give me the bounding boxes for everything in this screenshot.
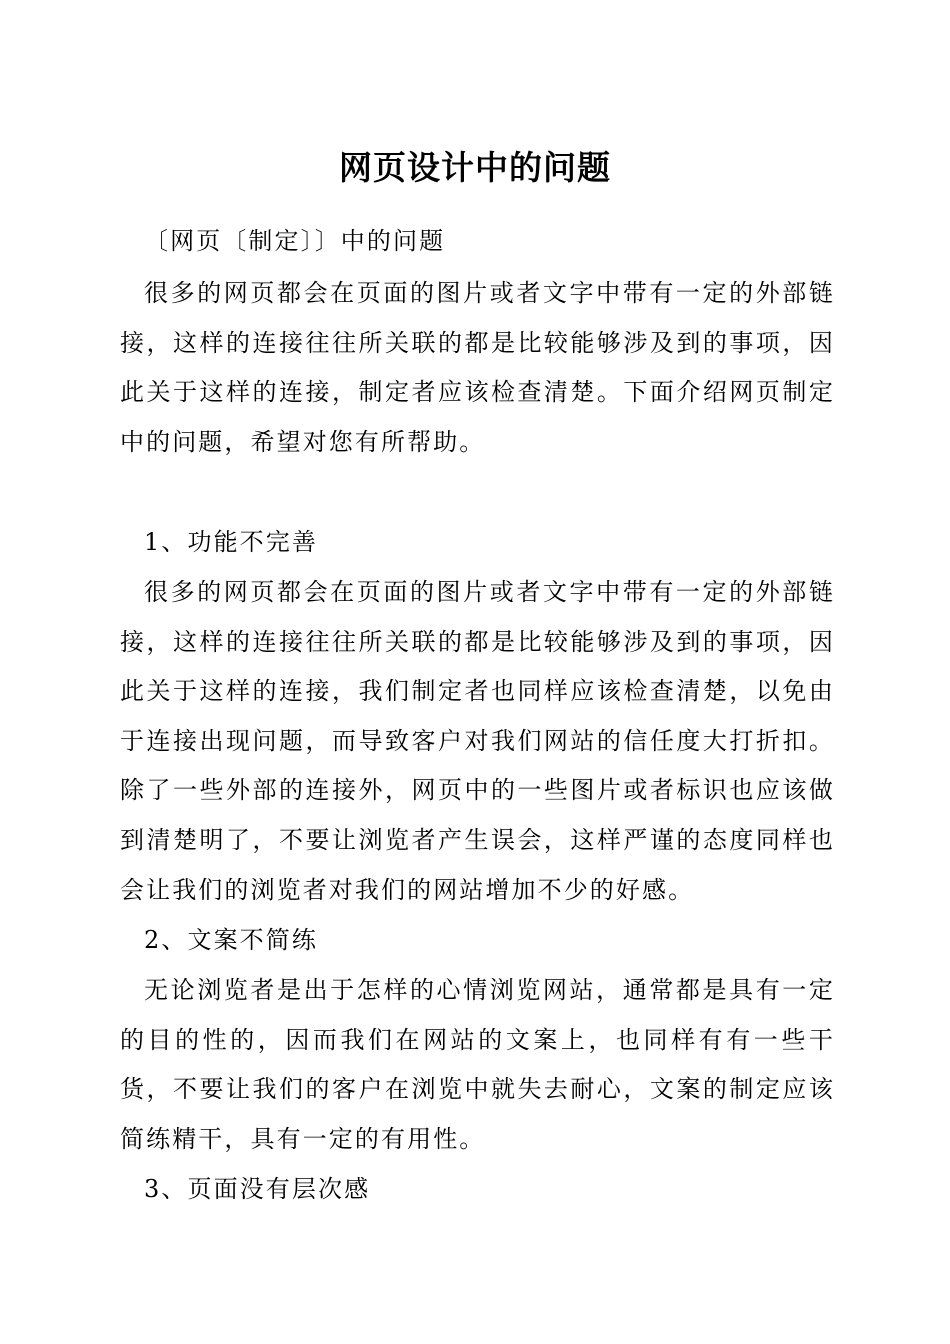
section-heading-2: 2、文案不简练	[144, 926, 318, 954]
section-heading-3: 3、页面没有层次感	[144, 1175, 371, 1203]
document-subtitle: 〔网页〔制定〕〕中的问题	[144, 227, 446, 255]
page-title: 网页设计中的问题	[339, 148, 611, 187]
section-body-1: 很多的网页都会在页面的图片或者文字中带有一定的外部链接，这样的连接往往所关联的都是比较能够涉及到的事项，因此关于这样的连接，我们制定者也同样应该检查清楚，以免由于连接出现问题，而导致客户对我们网站的信任度大打折扣。除了一些外部的连接外，网页中的一些图片或者标识也应该做到清楚明了，不要让浏览者产生误会，这样严谨的态度同样也会让我们的浏览者对我们的网站增加不少的好感。	[120, 578, 835, 904]
section-heading-1: 1、功能不完善	[144, 528, 318, 556]
intro-paragraph: 很多的网页都会在页面的图片或者文字中带有一定的外部链接，这样的连接往往所关联的都是比较能够涉及到的事项，因此关于这样的连接，制定者应该检查清楚。下面介绍网页制定中的问题，希望对您有所帮助。	[120, 279, 835, 456]
section-body-2: 无论浏览者是出于怎样的心情浏览网站，通常都是具有一定的目的性的，因而我们在网站的文案上，也同样有有一些干货，不要让我们的客户在浏览中就失去耐心，文案的制定应该简练精干，具有一定的有用性。	[120, 976, 835, 1153]
